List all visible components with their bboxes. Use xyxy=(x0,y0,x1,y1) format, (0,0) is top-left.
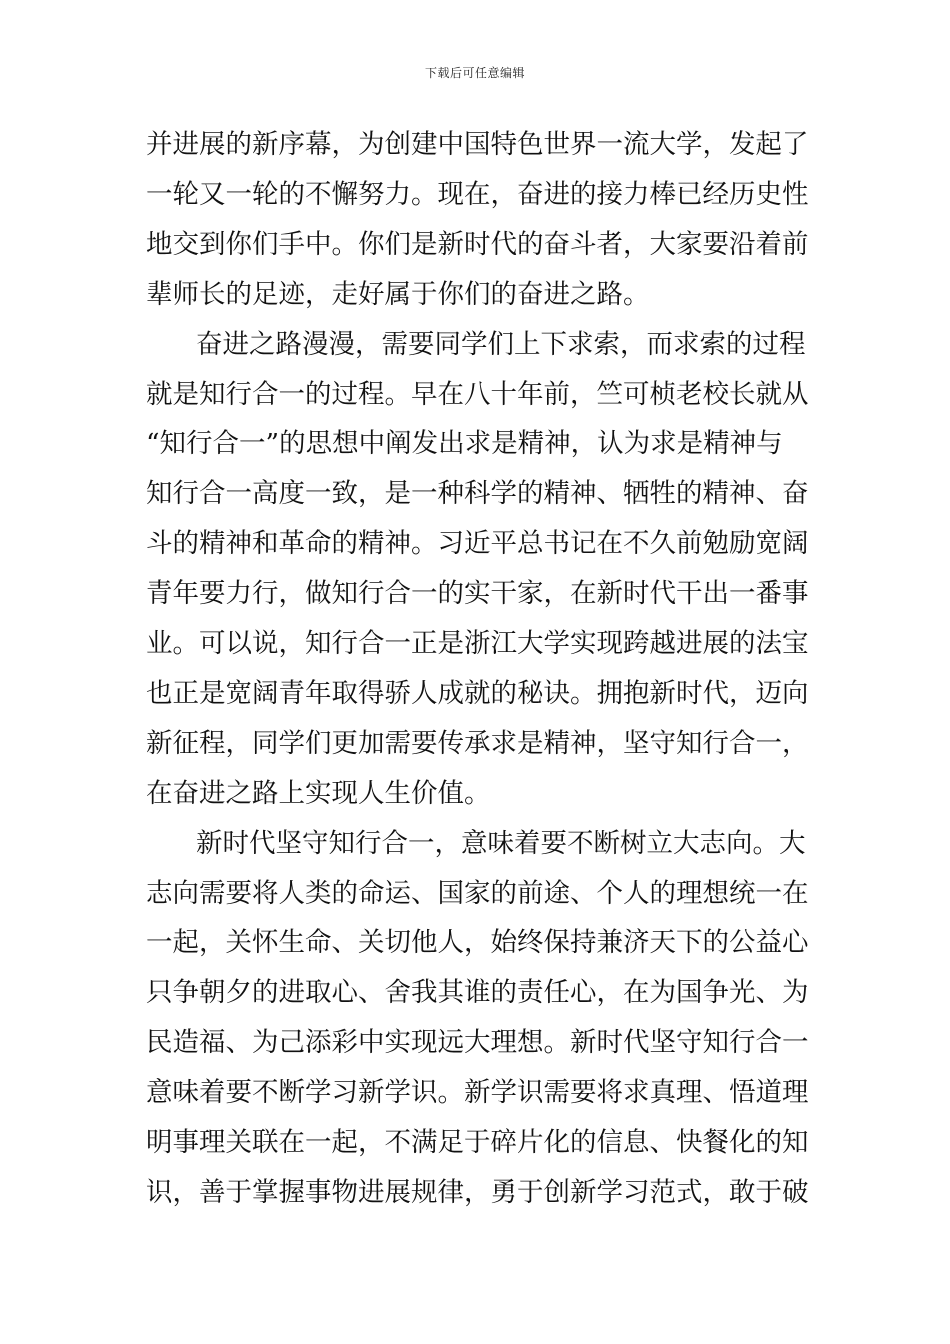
text-line: 就是知行合一的过程。早在八十年前，竺可桢老校长就从 xyxy=(146,379,809,410)
text-line: 意味着要不断学习新学识。新学识需要将求真理、悟道理 xyxy=(146,1077,809,1108)
page-header: 下载后可任意编辑 xyxy=(424,66,525,80)
text-line: 志向需要将人类的命运、国家的前途、个人的理想统一在 xyxy=(146,878,809,909)
text-line: 奋进之路漫漫，需要同学们上下求索，而求索的过程 xyxy=(196,329,806,360)
text-line: 斗的精神和革命的精神。习近平总书记在不久前勉励宽阔 xyxy=(146,528,809,559)
text-line: 并进展的新序幕，为创建中国特色世界一流大学，发起了 xyxy=(146,129,809,160)
text-line: 辈师长的足迹，走好属于你们的奋进之路。 xyxy=(146,279,650,310)
text-line: 只争朝夕的进取心、舍我其谁的责任心，在为国争光、为 xyxy=(146,977,809,1008)
text-line: 新时代坚守知行合一，意味着要不断树立大志向。大 xyxy=(196,828,806,859)
text-line: “知行合一”的思想中阐发出求是精神，认为求是精神与 xyxy=(146,428,783,459)
text-line: 民造福、为己添彩中实现远大理想。新时代坚守知行合一 xyxy=(146,1027,809,1058)
text-line: 也正是宽阔青年取得骄人成就的秘诀。拥抱新时代，迈向 xyxy=(146,678,809,709)
text-line: 青年要力行，做知行合一的实干家，在新时代干出一番事 xyxy=(146,578,809,609)
text-line: 一起，关怀生命、关切他人，始终保持兼济天下的公益心 xyxy=(146,927,809,958)
text-line: 识，善于掌握事物进展规律，勇于创新学习范式，敢于破 xyxy=(146,1177,809,1208)
text-line: 业。可以说，知行合一正是浙江大学实现跨越进展的法宝 xyxy=(146,628,809,659)
text-line: 明事理关联在一起，不满足于碎片化的信息、快餐化的知 xyxy=(146,1127,809,1158)
text-line: 在奋进之路上实现人生价值。 xyxy=(146,778,491,809)
text-line: 知行合一高度一致，是一种科学的精神、牺牲的精神、奋 xyxy=(146,478,809,509)
text-line: 新征程，同学们更加需要传承求是精神，坚守知行合一， xyxy=(146,728,809,759)
text-line: 地交到你们手中。你们是新时代的奋斗者，大家要沿着前 xyxy=(146,229,809,260)
text-line: 一轮又一轮的不懈努力。现在，奋进的接力棒已经历史性 xyxy=(146,179,809,210)
